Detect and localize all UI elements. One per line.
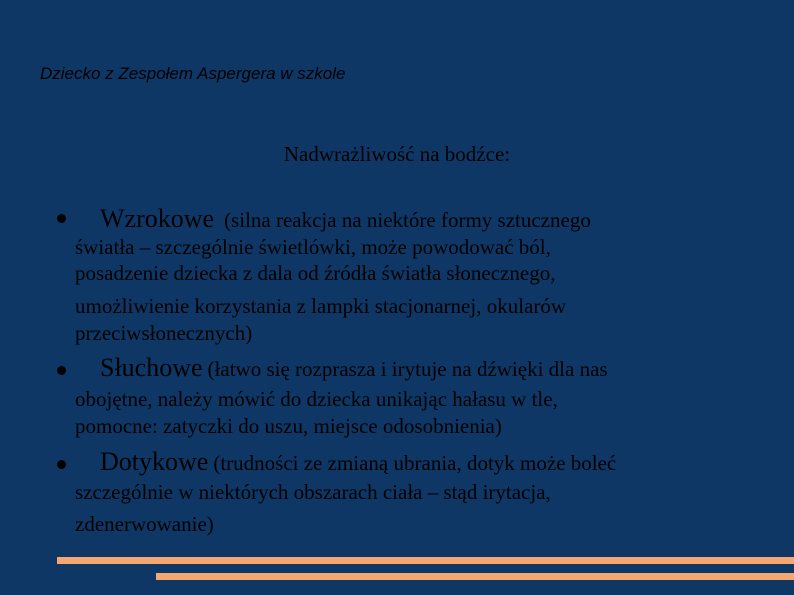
item-line: zdenerwowanie)	[75, 512, 214, 536]
item-first-line	[100, 355, 608, 381]
item-description: (trudności ze zmianą ubrania, dotyk może boleć	[213, 451, 617, 475]
item-first-line	[100, 206, 591, 232]
item-line: światła – szczególnie świetlówki, może powodować ból,	[75, 235, 551, 259]
item-line: pomocne: zatyczki do uszu, miejsce odosobnienia)	[75, 414, 502, 438]
accent-bar-top	[57, 557, 794, 564]
item-line: obojętne, należy mówić do dziecka unikając hałasu w tle,	[75, 387, 558, 411]
subtitle: Nadwrażliwość na bodźce:	[283, 142, 511, 166]
item-line: przeciwsłonecznych)	[75, 321, 253, 345]
item-term: Dotykowe	[100, 447, 209, 476]
item-term: Słuchowe	[100, 353, 203, 382]
item-line: umożliwienie korzystania z lampki stacjonarnej, okularów	[75, 294, 567, 318]
accent-bar-bottom	[156, 573, 794, 580]
bullet-dot	[57, 460, 66, 469]
item-description: (łatwo się rozprasza i irytuje na dźwięki dla nas	[207, 357, 608, 381]
bullet-dot	[57, 366, 66, 375]
item-term: Wzrokowe	[100, 204, 215, 233]
bullet-dot	[57, 214, 66, 223]
item-line: szczególnie w niektórych obszarach ciała – stąd irytacja,	[75, 480, 551, 504]
item-line: posadzenie dziecka z dala od źródła światła słonecznego,	[75, 261, 556, 285]
item-first-line	[100, 449, 616, 475]
slide-title: Dziecko z Zespołem Aspergera w szkole	[40, 64, 346, 83]
item-description: (silna reakcja na niektóre formy sztucznego	[224, 208, 591, 232]
